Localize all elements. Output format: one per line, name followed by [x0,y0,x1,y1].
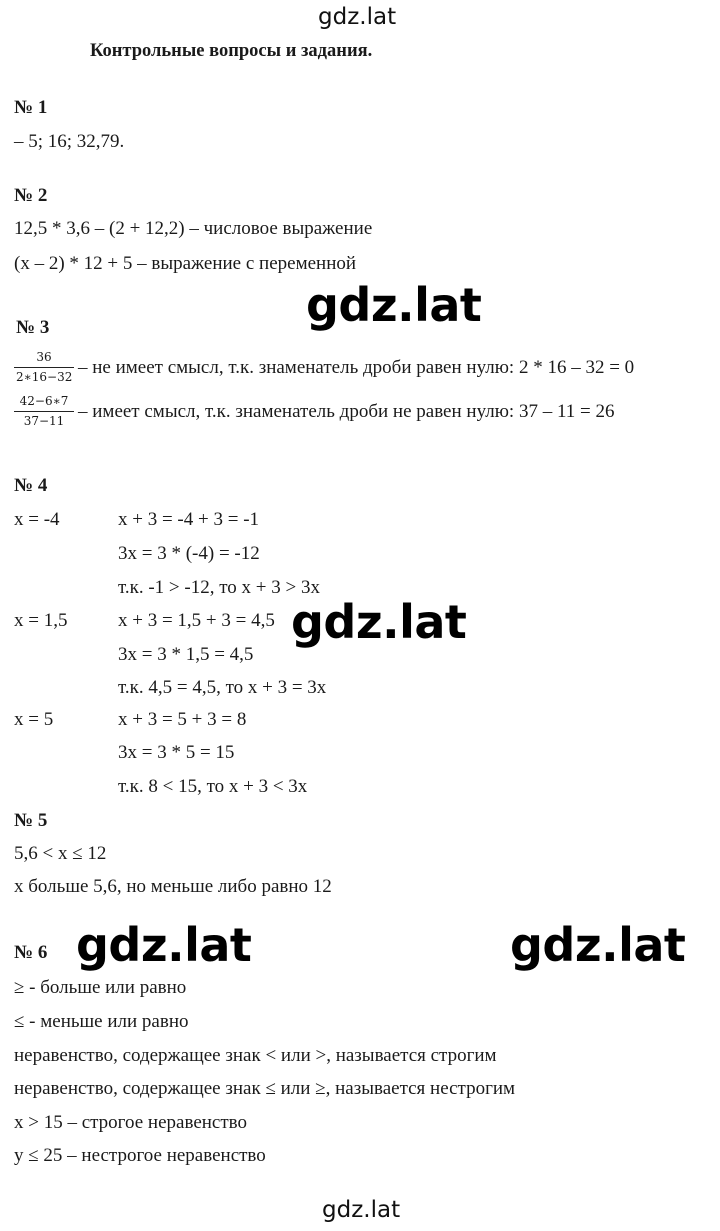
task-3-explanation: – не имеет смысл, т.к. знаменатель дроби равен нулю: 2 * 16 – 32 = 0 [78,357,635,378]
task-6-line: x > 15 – строгое неравенство [14,1112,247,1133]
task-4-line: т.к. 4,5 = 4,5, то x + 3 = 3x [118,677,327,698]
task-4-case-x: x = -4 [14,509,60,530]
task-5-line: x больше 5,6, но меньше либо равно 12 [14,876,332,897]
task-4-line: т.к. 8 < 15, то x + 3 < 3x [118,776,308,797]
task-1-number: № 1 [14,97,48,118]
task-3-number: № 3 [16,317,50,338]
task-5-line: 5,6 < x ≤ 12 [14,843,107,864]
task-4-line: т.к. -1 > -12, то x + 3 > 3x [118,577,320,598]
watermark-large: gdz.lat [291,595,467,649]
task-6-number: № 6 [14,942,48,963]
task-1-answer: – 5; 16; 32,79. [14,131,125,152]
task-4-line: x + 3 = -4 + 3 = -1 [118,509,260,530]
task-6-line: y ≤ 25 – нестрогое неравенство [14,1145,266,1166]
task-6-line: неравенство, содержащее знак < или >, называется строгим [14,1045,497,1066]
task-3-explanation: – имеет смысл, т.к. знаменатель дроби не равен нулю: 37 – 11 = 26 [78,401,615,422]
task-4-line: 3x = 3 * (-4) = -12 [118,543,260,564]
task-5-number: № 5 [14,810,48,831]
task-2-number: № 2 [14,185,48,206]
task-4-case-x: x = 1,5 [14,610,68,631]
fraction [14,394,74,428]
task-2-line: 12,5 * 3,6 – (2 + 12,2) – числовое выражение [14,218,373,239]
task-4-line: 3x = 3 * 1,5 = 4,5 [118,644,254,665]
watermark-large: gdz.lat [306,278,482,332]
task-4-line: 3x = 3 * 5 = 15 [118,742,235,763]
page-title: Контрольные вопросы и задания. [90,41,373,61]
watermark-top: gdz.lat [318,4,397,30]
fraction-denominator: 37−11 [23,414,65,428]
fraction-denominator: 2∗16−32 [16,370,73,384]
task-4-number: № 4 [14,475,48,496]
fraction-numerator: 36 [14,350,74,368]
task-4-case-x: x = 5 [14,709,54,730]
task-2-line: (x – 2) * 12 + 5 – выражение с переменной [14,253,357,274]
task-6-line: ≤ - меньше или равно [14,1011,189,1032]
fraction [14,350,74,384]
watermark-large: gdz.lat [76,918,252,972]
task-6-line: неравенство, содержащее знак ≤ или ≥, называется нестрогим [14,1078,516,1099]
task-4-line: x + 3 = 5 + 3 = 8 [118,709,247,730]
fraction-numerator: 42−6∗7 [14,394,74,412]
task-4-line: x + 3 = 1,5 + 3 = 4,5 [118,610,275,631]
task-6-line: ≥ - больше или равно [14,977,187,998]
watermark-large: gdz.lat [510,918,686,972]
watermark-bottom: gdz.lat [322,1197,401,1223]
